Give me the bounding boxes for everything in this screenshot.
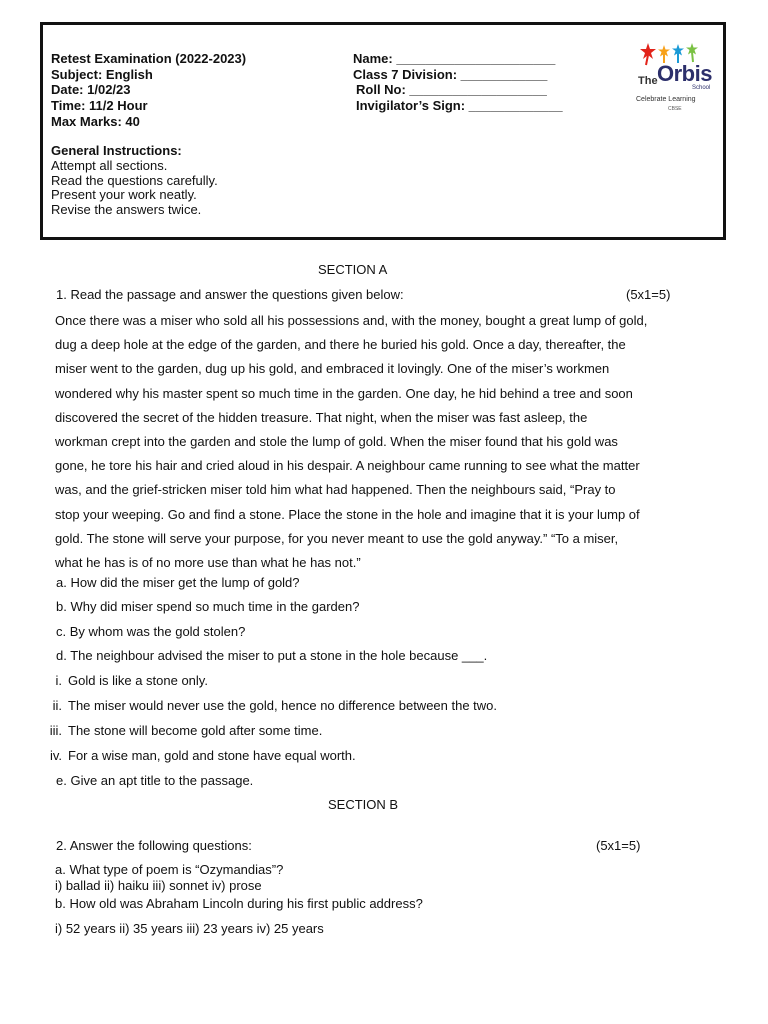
logo-the: The: [638, 75, 658, 87]
passage-line: stop your weeping. Go and find a stone. Place the stone in the hole and imagine that it is your lump of: [55, 506, 640, 522]
sub-question-a: a. How did the miser get the lump of gold?: [56, 575, 300, 590]
question-2b-options: i) 52 years ii) 35 years iii) 23 years iv) 25 years: [55, 921, 324, 936]
option-d-ii: [40, 698, 497, 714]
roll-no-field: Roll No: ___________________: [356, 82, 547, 98]
instruction-item: Attempt all sections.: [51, 157, 168, 173]
section-b-heading: SECTION B: [328, 797, 399, 812]
sub-question-b: b. Why did miser spend so much time in the garden?: [56, 599, 360, 614]
general-instructions: [51, 144, 218, 218]
instruction-item: Present your work neatly.: [51, 187, 197, 203]
passage-line: Once there was a miser who sold all his possessions and, with the money, bought a great lump of gold,: [55, 313, 648, 328]
option-number: iv.: [49, 748, 62, 763]
option-number: ii.: [52, 698, 62, 713]
class-division-field: Class 7 Division: ____________: [353, 66, 548, 82]
school-logo: [628, 39, 720, 117]
exam-max-marks: Max Marks: 40: [51, 113, 140, 129]
instructions-title: General Instructions:: [51, 143, 182, 158]
option-text: The stone will become gold after some time.: [68, 723, 323, 738]
option-text: The miser would never use the gold, hence no difference between the two.: [68, 698, 498, 713]
exam-time: Time: 11/2 Hour: [51, 98, 148, 114]
instruction-item: Revise the answers twice.: [51, 202, 202, 218]
passage-line: was, and the grief-stricken miser told him what had happened. Then the neighbours said, “Pray to: [55, 482, 616, 498]
passage-line: miser went to the garden, dug up his gold, and embraced it lovingly. One of the miser’s workmen: [55, 361, 610, 377]
passage-line: wondered why his master spent so much time in the garden. One day, he hid behind a tree and soon: [55, 385, 633, 401]
passage-line: dug a deep hole at the edge of the garden, and there he buried his gold. Once a day, thereafter, the: [55, 337, 626, 353]
passage-line: workman crept into the garden and stole the lump of gold. When the miser found that his gold was: [55, 434, 618, 450]
question-2: 2. Answer the following questions:: [56, 838, 252, 853]
sub-question-e: e. Give an apt title to the passage.: [56, 773, 254, 788]
option-d-iv: [40, 748, 356, 764]
logo-orbis: Orbis: [657, 61, 712, 86]
exam-date: Date: 1/02/23: [51, 82, 131, 98]
option-d-iii: [40, 723, 322, 739]
question-1: 1. Read the passage and answer the questions given below:: [56, 287, 404, 302]
logo-school: School: [692, 85, 711, 91]
question-2b: b. How old was Abraham Lincoln during his first public address?: [55, 896, 423, 911]
exam-subject: Subject: English: [51, 66, 153, 82]
passage-line: what he has is of no more use than what he has not.”: [55, 555, 361, 571]
option-text: For a wise man, gold and stone have equal worth.: [68, 748, 356, 763]
invigilator-sign-field: Invigilator’s Sign: _____________: [356, 98, 563, 114]
passage-line: gone, he tore his hair and cried aloud in his despair. A neighbour came running to see what the matter: [55, 458, 640, 474]
logo-board: CBSE: [668, 106, 682, 112]
exam-details: [51, 51, 246, 130]
reading-passage: [55, 309, 685, 575]
passage-line: discovered the secret of the hidden treasure. That night, when the miser was fast asleep, the: [55, 409, 588, 425]
name-field: Name: ______________________: [353, 51, 556, 66]
passage-line: gold. The stone will serve your purpose, for you never meant to use the gold anyway.” “To a miser,: [55, 530, 619, 546]
exam-header-box: [40, 22, 726, 240]
sub-question-d: d. The neighbour advised the miser to put a stone in the hole because ___.: [56, 648, 488, 663]
question-2a: a. What type of poem is “Ozymandias”?: [55, 862, 284, 877]
option-number: i.: [55, 673, 62, 688]
logo-tagline: Celebrate Learning: [636, 96, 696, 103]
option-text: Gold is like a stone only.: [68, 673, 208, 688]
option-d-i: [40, 673, 208, 689]
exam-title: Retest Examination (2022-2023): [51, 51, 247, 66]
student-details: [353, 51, 563, 114]
question-2a-options: i) ballad ii) haiku iii) sonnet iv) prose: [55, 878, 262, 893]
question-1-marks: (5x1=5): [626, 287, 671, 302]
option-number: iii.: [49, 723, 62, 738]
instruction-item: Read the questions carefully.: [51, 172, 218, 188]
section-a-heading: SECTION A: [318, 262, 388, 277]
sub-question-c: c. By whom was the gold stolen?: [56, 624, 246, 639]
question-2-marks: (5x1=5): [596, 838, 641, 853]
